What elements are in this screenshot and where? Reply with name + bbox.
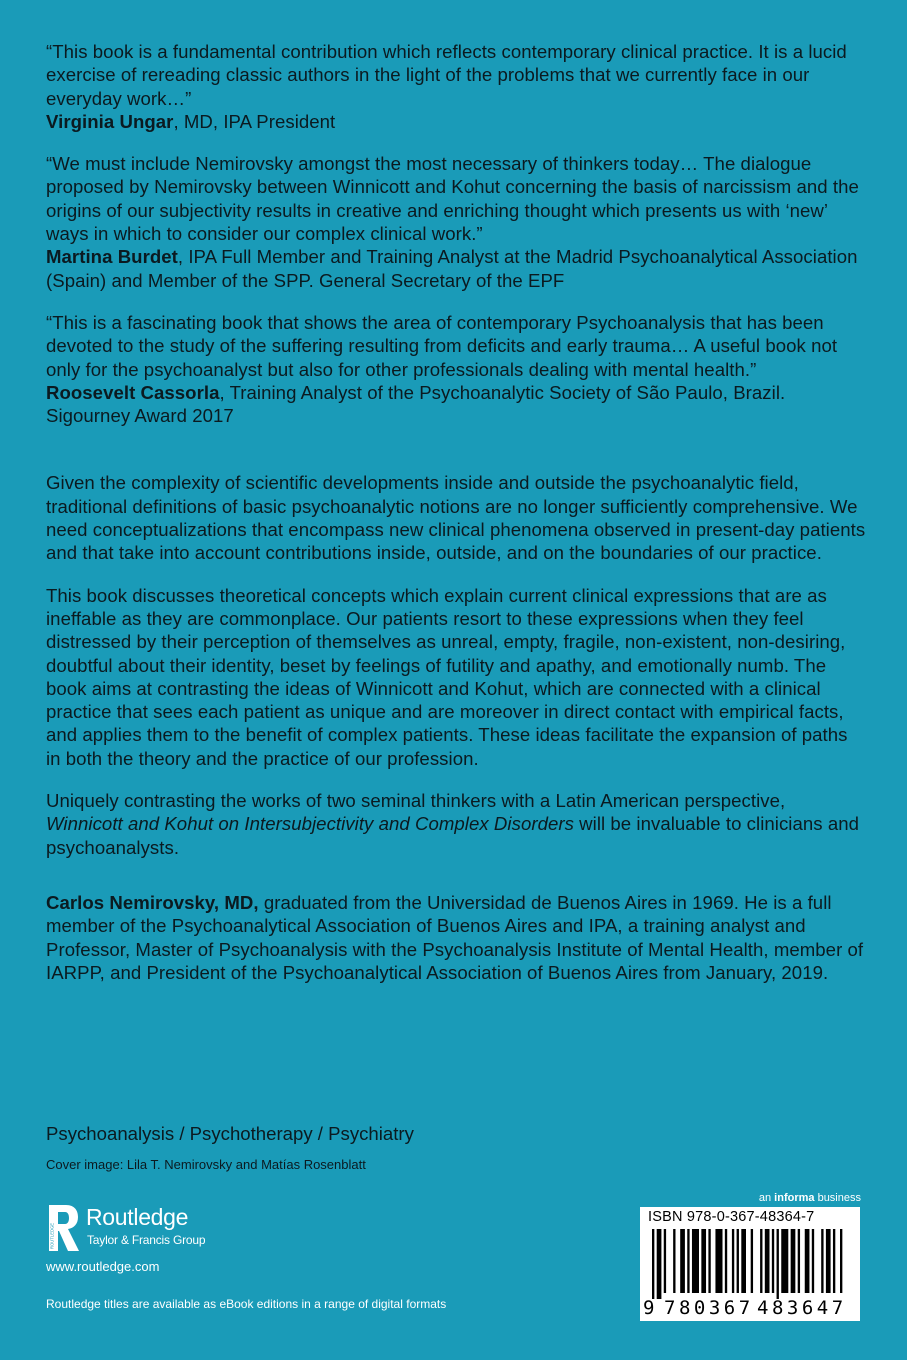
quote-text: “This is a fascinating book that shows the area of contemporary Psychoanalysis that has been devoted to the study of the suffering resulting from deficits and early trauma… A useful book not only for the psychoanalyst but also for other professionals dealing with mental health.” bbox=[46, 311, 838, 380]
description-paragraph-1: Given the complexity of scientific developments inside and outside the psychoanalytic field, traditional definitions of basic psychoanalytic notions are no longer sufficiently comprehensive. We need conceptualizations that encompass new clinical phenomena observed in present-day patients and that take into account contributions inside, outside, and on the boundaries of our practice. bbox=[46, 472, 866, 564]
barcode-bar bbox=[725, 1229, 727, 1293]
barcode-bar bbox=[652, 1229, 654, 1299]
publisher-website[interactable]: www.routledge.com bbox=[46, 1259, 160, 1274]
barcode-bar bbox=[708, 1229, 710, 1293]
barcode-bar bbox=[798, 1229, 800, 1293]
routledge-logo bbox=[46, 1203, 246, 1255]
endorsement-quote bbox=[46, 311, 866, 427]
barcode-bar bbox=[680, 1229, 685, 1293]
description-paragraph-3 bbox=[46, 789, 866, 859]
barcode-bar bbox=[772, 1229, 774, 1293]
quote-text: “This book is a fundamental contribution which reflects contemporary clinical practice. It is a lucid exercise of rereading classic authors in the light of the problems that we currently face in our everyday work…” bbox=[46, 41, 847, 109]
subject-categories: Psychoanalysis / Psychotherapy / Psychiatry bbox=[46, 1123, 414, 1144]
quote-attribution bbox=[46, 245, 866, 292]
barcode-bar bbox=[765, 1229, 770, 1293]
description-paragraph-2: This book discusses theoretical concepts which explain current clinical expressions that are as ineffable as they are commonplace. Our patients resort to these expressions when they feel distressed by their perception of themselves as unreal, empty, fragile, non-existent, non-desiring, doubtful about their identity, beset by feelings of futility and apathy, and emotionally numb. The book aims at contrasting the ideas of Winnicott and Kohut, which are connected with a clinical practice that sees each patient as unique and are moreover in direct contact with empirical facts, and applies them to the benefit of complex patients. These ideas facilitate the expansion of paths in both the theory and the practice of our profession. bbox=[46, 584, 848, 769]
barcode-bar bbox=[821, 1229, 823, 1293]
barcode-bar bbox=[701, 1229, 706, 1293]
barcode-bar bbox=[741, 1229, 746, 1293]
book-title: Winnicott and Kohut on Intersubjectivity and Complex Disorders bbox=[46, 813, 574, 835]
endorsement-quote bbox=[46, 40, 866, 133]
barcode-bar bbox=[833, 1229, 835, 1293]
barcode-bar bbox=[692, 1229, 699, 1293]
quote-attribution bbox=[46, 381, 866, 428]
publisher-group: Taylor & Francis Group bbox=[87, 1233, 206, 1247]
section-spacer bbox=[46, 446, 866, 471]
author-bio-text: graduated from the Universidad de Buenos Aires in 1969. He is a full member of the Psychoanalytical Association of Buenos Aires and IPA, a training analyst and Professor, Master of Psychoanalysis with the Psychoanalysis Institute of Mental Health, member of IARPP, and President of the Psychoanalytical Association of Buenos Aires from January, 2019. bbox=[46, 891, 864, 983]
barcode-bar bbox=[791, 1229, 796, 1293]
quote-attribution bbox=[46, 110, 866, 133]
logo-vertical-text: ROUTLEDGE bbox=[49, 1222, 55, 1249]
barcode-bar bbox=[732, 1229, 734, 1293]
back-cover-text bbox=[46, 40, 866, 984]
barcode-bar bbox=[805, 1229, 810, 1293]
barcode-lead-digit: 9 bbox=[643, 1297, 655, 1319]
cover-image-credit: Cover image: Lila T. Nemirovsky and Matías Rosenblatt bbox=[46, 1157, 366, 1172]
ebook-note: Routledge titles are available as eBook editions in a range of digital formats bbox=[46, 1297, 447, 1311]
barcode-bars bbox=[650, 1229, 852, 1299]
barcode-bar bbox=[751, 1229, 753, 1293]
quote-text: “We must include Nemirovsky amongst the most necessary of thinkers today… The dialogue proposed by Nemirovsky between Winnicott and Kohut concerning the basis of narcissism and the origins of our subjectivity results in creative and enriching thought which presents us with ‘new’ ways in which to consider our complex clinical work.” bbox=[46, 153, 859, 245]
informa-prefix: an bbox=[758, 1192, 775, 1204]
quote-author-role: , IPA Full Member and Training Analyst at the Madrid Psychoanalytical Association (Spain) and Member of the SPP. General Secretary of the EPF bbox=[46, 246, 858, 291]
barcode-bar bbox=[840, 1229, 842, 1293]
informa-business-tag bbox=[759, 1192, 861, 1204]
barcode-bar bbox=[715, 1229, 722, 1293]
barcode-bar bbox=[673, 1229, 675, 1293]
quote-author: Martina Burdet bbox=[46, 246, 178, 268]
isbn-label: ISBN 978-0-367-48364-7 bbox=[648, 1209, 815, 1225]
barcode-bar bbox=[687, 1229, 689, 1293]
endorsement-quote bbox=[46, 152, 866, 292]
publisher-name: Routledge bbox=[86, 1204, 189, 1230]
author-bio bbox=[46, 891, 866, 984]
barcode-bar bbox=[664, 1229, 666, 1293]
barcode-bar bbox=[777, 1229, 779, 1299]
barcode-bar bbox=[826, 1229, 831, 1293]
informa-brand: informa bbox=[774, 1192, 815, 1204]
barcode-bar bbox=[737, 1229, 739, 1293]
barcode-bar bbox=[812, 1229, 814, 1293]
author-name: Carlos Nemirovsky, MD, bbox=[46, 891, 259, 913]
routledge-logo-icon bbox=[46, 1203, 80, 1253]
barcode-bar bbox=[760, 1229, 762, 1293]
description-text: Uniquely contrasting the works of two seminal thinkers with a Latin American perspective, bbox=[46, 790, 786, 812]
informa-suffix: business bbox=[814, 1192, 861, 1204]
barcode-bar bbox=[657, 1229, 662, 1299]
barcode-bar bbox=[781, 1229, 788, 1293]
quote-author: Roosevelt Cassorla bbox=[46, 381, 220, 403]
quote-author-role: , Training Analyst of the Psychoanalytic Society of São Paulo, Brazil. Sigourney Award 2017 bbox=[46, 381, 786, 427]
description-text: will be invaluable to clinicians and psychoanalysts. bbox=[46, 813, 860, 858]
barcode-digit-group-1: 780367 bbox=[664, 1297, 754, 1319]
barcode bbox=[640, 1207, 860, 1321]
quote-author: Virginia Ungar bbox=[46, 110, 174, 132]
quote-author-role: , MD, IPA President bbox=[173, 110, 336, 132]
barcode-digit-group-2: 483647 bbox=[757, 1297, 847, 1319]
